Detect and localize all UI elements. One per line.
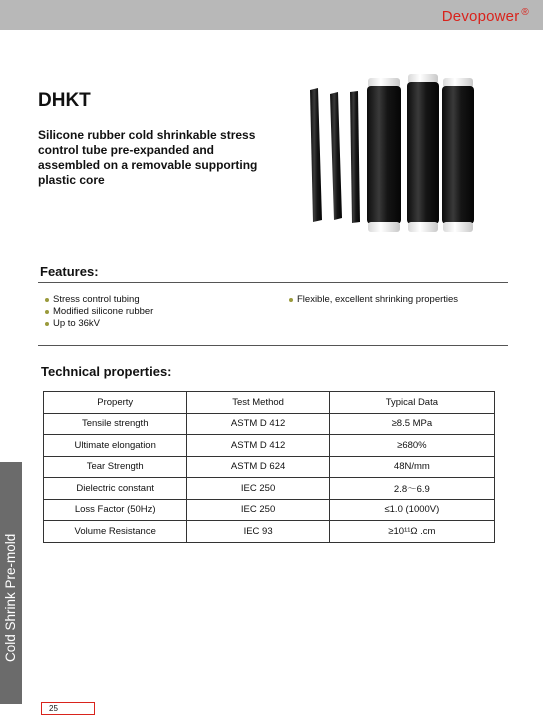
thin-tube-3: [350, 91, 360, 223]
expanded-tube-1: [367, 86, 401, 224]
test-method-cell: IEC 93: [187, 521, 329, 543]
feature-item: Up to 36kV: [45, 318, 153, 330]
property-cell: Volume Resistance: [44, 521, 187, 543]
expanded-tube-3: [442, 86, 474, 224]
test-method-cell: IEC 250: [187, 499, 329, 521]
typical-data-cell: ≥10¹¹Ω .cm: [329, 521, 494, 543]
product-photo: [300, 70, 480, 240]
header-typical-data: Typical Data: [329, 392, 494, 414]
table-row: [44, 413, 495, 435]
test-method-cell: IEC 250: [187, 478, 329, 500]
test-method-cell: ASTM D 624: [187, 456, 329, 478]
features-top-rule: [38, 282, 508, 283]
product-description: Silicone rubber cold shrinkable stress control tube pre-expanded and assembled on a removable supporting plastic core: [38, 128, 258, 187]
table-row: [44, 478, 495, 500]
typical-data-cell: 2.8～6.9: [329, 478, 494, 500]
thin-tube-2: [330, 92, 342, 220]
brand-logo: [442, 7, 529, 25]
table-row: [44, 435, 495, 457]
thin-tube-1: [310, 88, 322, 222]
table-row: [44, 499, 495, 521]
typical-data-cell: ≥8.5 MPa: [329, 413, 494, 435]
features-right-list: [289, 294, 458, 306]
typical-data-cell: ≤1.0 (1000V): [329, 499, 494, 521]
side-tab-label: Cold Shrink Pre-mold: [3, 533, 18, 662]
property-cell: Tensile strength: [44, 413, 187, 435]
feature-item: Modified silicone rubber: [45, 306, 153, 318]
technical-properties-table: [43, 391, 495, 543]
brand-name: Devopower: [441, 8, 520, 25]
property-cell: Dielectric constant: [44, 478, 187, 500]
page-number: 25: [41, 702, 95, 715]
expanded-tube-2: [407, 82, 439, 224]
features-bottom-rule: [38, 345, 508, 346]
features-left-list: [45, 294, 153, 330]
header-property: Property: [44, 392, 187, 414]
test-method-cell: ASTM D 412: [187, 435, 329, 457]
table-row: [44, 521, 495, 543]
typical-data-cell: 48N/mm: [329, 456, 494, 478]
core-bottom-2: [408, 222, 438, 232]
test-method-cell: ASTM D 412: [187, 413, 329, 435]
typical-data-cell: ≥680%: [329, 435, 494, 457]
technical-title: Technical properties:: [41, 364, 172, 379]
property-cell: Loss Factor (50Hz): [44, 499, 187, 521]
features-title: Features:: [40, 264, 99, 279]
registered-mark: ®: [521, 7, 529, 18]
property-cell: Tear Strength: [44, 456, 187, 478]
header-test-method: Test Method: [187, 392, 329, 414]
core-bottom-3: [443, 222, 473, 232]
feature-item: Flexible, excellent shrinking properties: [289, 294, 458, 306]
property-cell: Ultimate elongation: [44, 435, 187, 457]
product-code: DHKT: [38, 90, 91, 111]
core-bottom-1: [368, 222, 400, 232]
table-row: [44, 456, 495, 478]
table-header-row: [44, 392, 495, 414]
feature-item: Stress control tubing: [45, 294, 153, 306]
